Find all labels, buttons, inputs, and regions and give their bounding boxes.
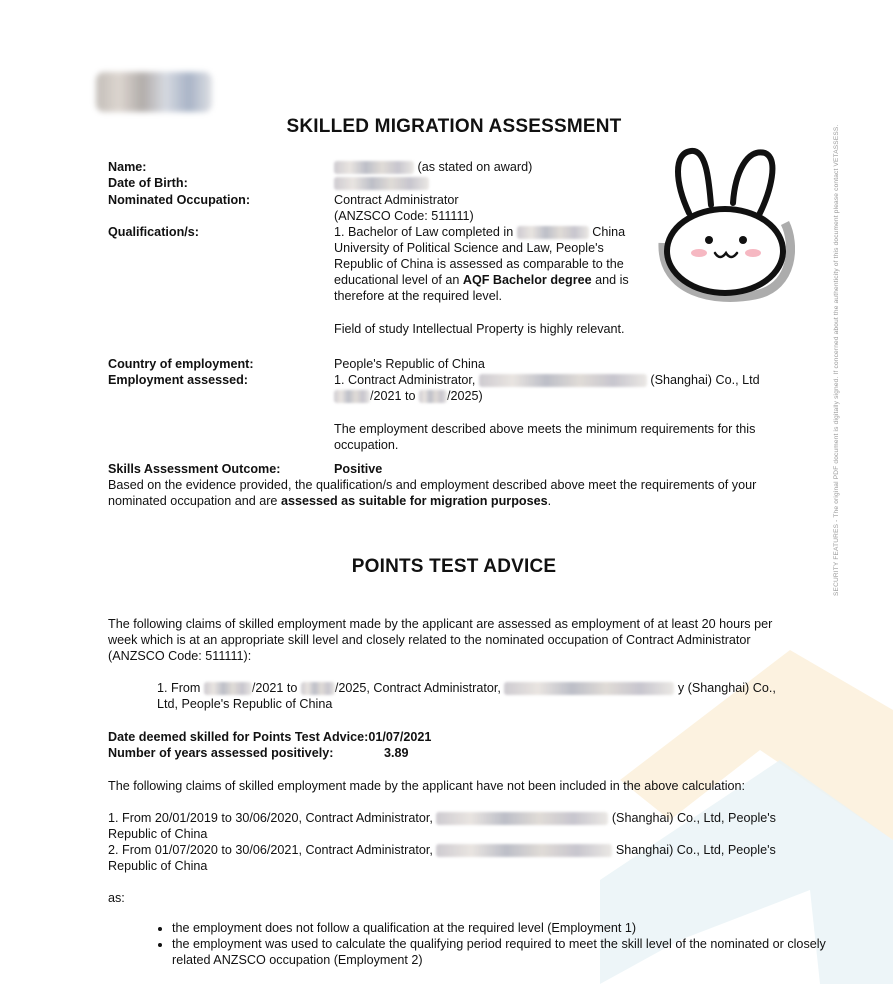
qualification-level: AQF Bachelor degree	[462, 273, 592, 287]
outcome-value: Positive	[334, 462, 383, 476]
date-deemed	[108, 729, 431, 745]
exclusion-reasons	[150, 920, 832, 968]
redacted-end-date	[419, 390, 447, 403]
employment-value	[334, 372, 784, 388]
employment-part-2: (Shanghai) Co., Ltd	[650, 373, 760, 387]
occupation-value: Contract Administrator	[334, 193, 459, 207]
points-claim-1	[157, 680, 797, 712]
security-features-text: SECURITY FEATURES - The original PDF document is digitally signed. If concerned about the authenticity of this document please contact VETASSESS.	[833, 124, 840, 596]
name-value	[334, 159, 654, 175]
redacted-claim-start	[204, 682, 252, 695]
points-title: POINTS TEST ADVICE	[351, 556, 557, 577]
excluded-1-a: 1. From 20/01/2019 to 30/06/2020, Contract Administrator,	[108, 811, 433, 825]
employment-dates	[334, 388, 784, 404]
country-value: People's Republic of China	[334, 357, 485, 371]
name-label: Name:	[108, 160, 147, 174]
excluded-2-a: 2. From 01/07/2020 to 30/06/2021, Contract Administrator,	[108, 843, 433, 857]
dob-label: Date of Birth:	[108, 176, 188, 190]
redacted-excluded-employer-2	[436, 844, 612, 857]
claim-1-d: y (Shanghai) Co., Ltd, People's Republic of China	[157, 681, 776, 711]
organisation-logo	[96, 72, 212, 112]
list-item: • the employment does not follow a qualification at the required level (Employment 1)	[172, 920, 832, 936]
as-label: as:	[108, 891, 125, 905]
redacted-name	[334, 161, 414, 174]
country-label: Country of employment:	[108, 357, 254, 371]
redacted-start-date	[334, 390, 370, 403]
occupation-label: Nominated Occupation:	[108, 193, 251, 207]
employment-note: The employment described above meets the minimum requirements for this occupation.	[334, 422, 756, 452]
excluded-claim-2	[108, 842, 798, 874]
outcome-text-part-1: Based on the evidence provided, the qualification/s and employment described above meet the requirements of your nominated occupation and are	[108, 478, 757, 508]
list-item: • the employment was used to calculate the qualifying period required to meet the skill level of the nominated or closely related ANZSCO occupation (Employment 2)	[172, 936, 832, 968]
dob-value	[334, 175, 654, 191]
redacted-claim-end	[301, 682, 335, 695]
name-note: (as stated on award)	[417, 160, 533, 174]
redacted-claim-employer	[504, 682, 674, 695]
qualification-text	[334, 224, 646, 304]
qualification-part-2: China University of Political Science and Law, People's Republic of China is assessed as comparable to the educational level of an	[334, 225, 626, 287]
employment-label: Employment assessed:	[108, 373, 248, 387]
excluded-intro: The following claims of skilled employment made by the applicant have not been included in the above calculation:	[108, 779, 746, 793]
date-deemed-value: 01/07/2021	[368, 730, 432, 744]
redacted-dob	[334, 177, 429, 190]
years-assessed-label: Number of years assessed positively:	[108, 746, 334, 760]
claim-1-a: 1. From	[157, 681, 201, 695]
qualification-part-1: 1. Bachelor of Law completed in	[334, 225, 514, 239]
outcome-text-period: .	[547, 494, 552, 508]
date-deemed-label: Date deemed skilled for Points Test Advice:	[108, 730, 369, 744]
qualification-label: Qualification/s:	[108, 225, 199, 239]
excluded-claim-1	[108, 810, 798, 842]
outcome-text-bold: assessed as suitable for migration purposes	[280, 494, 548, 508]
excluded-1-b: (Shanghai) Co., Ltd, People's Republic of China	[108, 811, 776, 841]
claim-1-b: /2021 to	[251, 681, 298, 695]
document-title: SKILLED MIGRATION ASSESSMENT	[286, 116, 622, 137]
excluded-2-b: Shanghai) Co., Ltd, People's Republic of China	[108, 843, 776, 873]
employment-part-1: 1. Contract Administrator,	[334, 373, 476, 387]
claim-1-c: /2025, Contract Administrator,	[334, 681, 501, 695]
redacted-date	[517, 226, 589, 239]
qualification-part-3: and is therefore at the required level.	[334, 273, 629, 303]
field-of-study: Field of study Intellectual Property is highly relevant.	[334, 322, 625, 336]
outcome-text	[108, 477, 788, 509]
redacted-employer	[479, 374, 647, 387]
bunny-sticker	[655, 143, 795, 303]
employment-dates-b: /2025)	[447, 389, 483, 403]
redacted-excluded-employer-1	[436, 812, 608, 825]
outcome-label: Skills Assessment Outcome:	[108, 462, 281, 476]
years-assessed-value: 3.89	[384, 746, 409, 760]
employment-dates-a: /2021 to	[370, 389, 416, 403]
points-intro: The following claims of skilled employment made by the applicant are assessed as employment of at least 20 hours per week which is at an appropriate skill level and closely related to the nominated occupation of Contract Administrator (ANZSCO Code: 511111):	[108, 617, 773, 663]
anzsco-code: (ANZSCO Code: 511111)	[334, 209, 474, 223]
